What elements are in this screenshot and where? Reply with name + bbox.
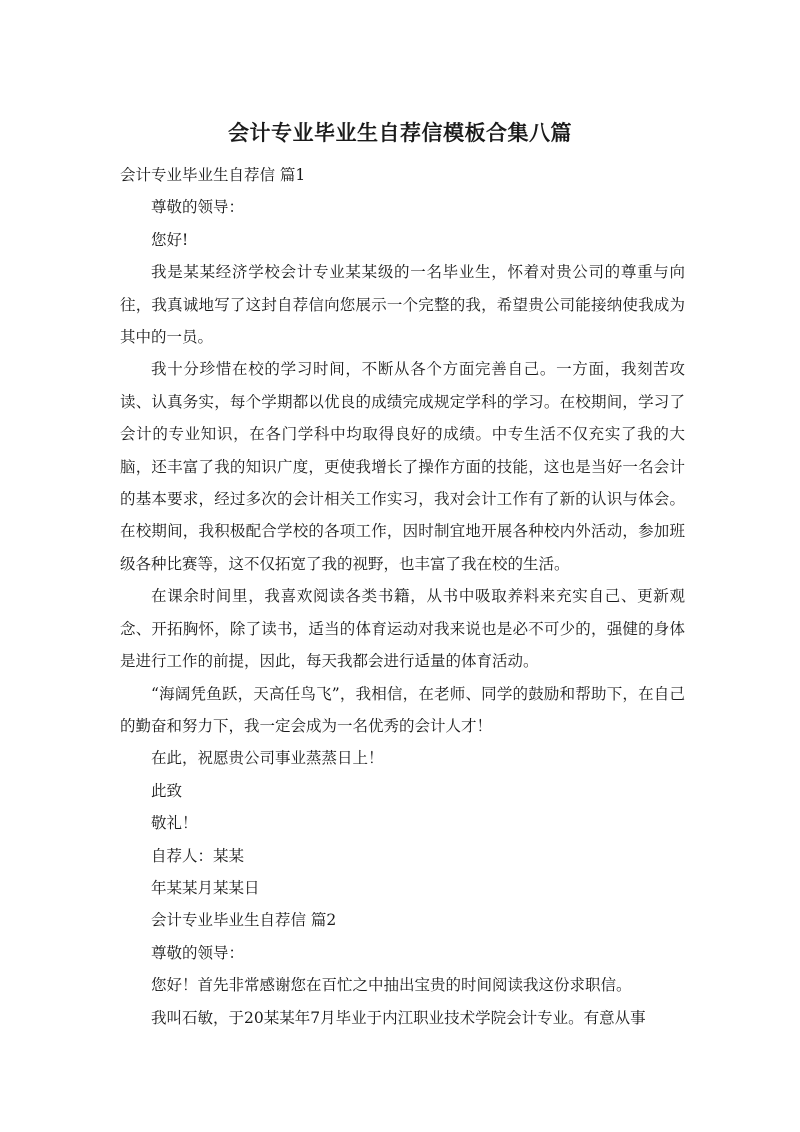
signature: 自荐人：某某 — [151, 846, 245, 865]
greeting-2: 您好！首先非常感谢您在百忙之中抽出宝贵的时间阅读我这份求职信。 — [151, 976, 632, 995]
paragraph-intro-2: 我叫石敏，于20某某年7月毕业于内江职业技术学院会计专业。有意从事 — [151, 1008, 646, 1027]
greeting: 您好! — [151, 230, 189, 249]
closing-1: 此致 — [151, 781, 183, 800]
paragraph-study: 我十分珍惜在校的学习时间，不断从各个方面完善自己。一方面，我刻苦攻读、认真务实，每个学期都以优良的成绩完成规定学科的学习。在校期间，学习了会计的专业知识，在各门学科中均取得良好的成绩。中专生活不仅充实了我的大脑，还丰富了我的知识广度，更使我增长了操作方面的技能，这也是当好一名会计的基本要求，经过多次的会计相关工作实习，我对会计工作有了新的认识与体会。在校期间，我积极配合学校的各项工作，因时制宜地开展各种校内外活动，参加班级各种比赛等，这不仅拓宽了我的视野，也丰富了我在校的生活。 — [120, 360, 685, 573]
document-title: 会计专业毕业生自荐信模板合集八篇 — [228, 121, 572, 145]
paragraph-motto: “海阔凭鱼跃，天高任鸟飞”，我相信，在老师、同学的鼓励和帮助下，在自己的勤奋和努力下，我一定会成为一名优秀的会计人才！ — [120, 684, 685, 735]
section-heading-2: 会计专业毕业生自荐信 篇2 — [151, 911, 337, 930]
paragraph-hobbies: 在课余时间里，我喜欢阅读各类书籍，从书中吸取养料来充实自己、更新观念、开拓胸怀，除了读书，适当的体育运动对我来说也是必不可少的，强健的身体是进行工作的前提，因此，每天我都会进行适量的体育活动。 — [120, 587, 685, 671]
date-line: 年某某月某某日 — [151, 878, 260, 897]
closing-2: 敬礼！ — [151, 814, 198, 833]
section-heading-1: 会计专业毕业生自荐信 篇1 — [120, 166, 306, 184]
salutation: 尊敬的领导： — [151, 198, 245, 217]
wishes: 在此，祝愿贵公司事业蒸蒸日上！ — [151, 749, 384, 768]
salutation-2: 尊敬的领导： — [151, 943, 245, 962]
paragraph-intro: 我是某某经济学校会计专业某某级的一名毕业生，怀着对贵公司的尊重与向往，我真诚地写了这封自荐信向您展示一个完整的我，希望贵公司能接纳使我成为其中的一员。 — [120, 263, 685, 347]
document-body — [120, 159, 685, 1034]
